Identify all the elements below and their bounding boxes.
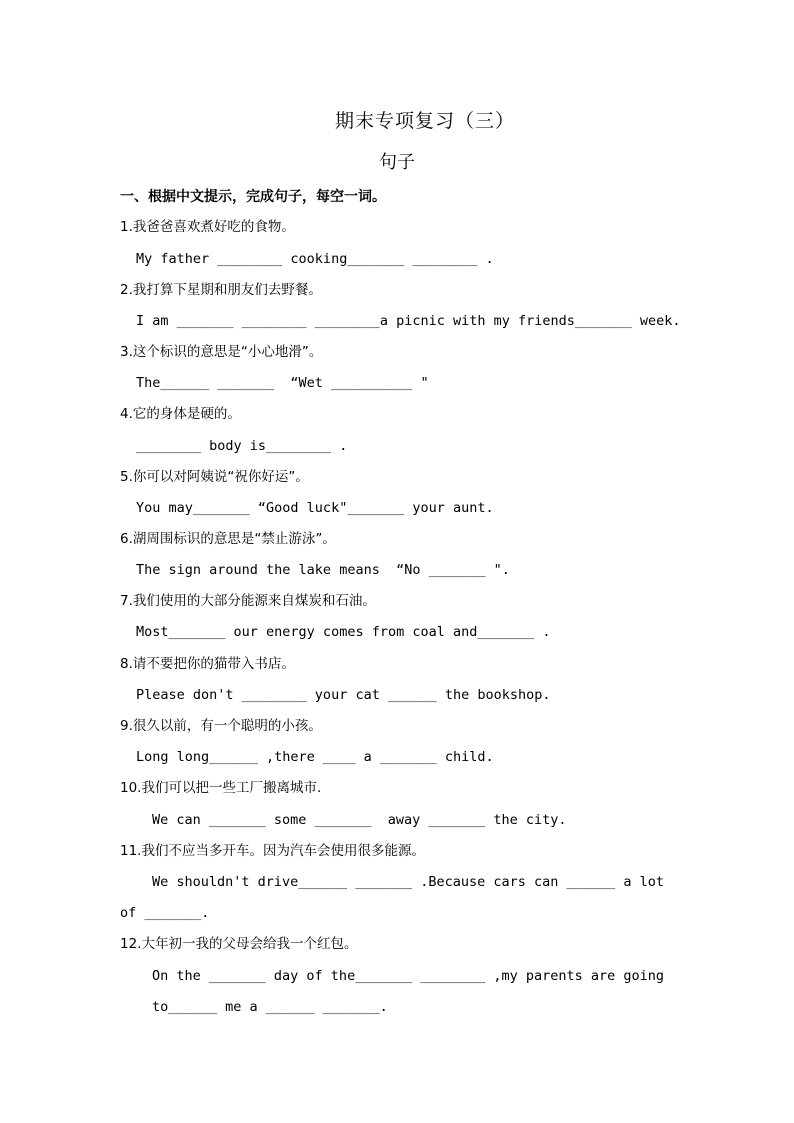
question-5-chinese: 5.你可以对阿姨说“祝你好运”。 [120,469,309,485]
question-6-chinese: 6.湖周围标识的意思是“禁止游泳”。 [120,531,336,547]
question-12-chinese: 12.大年初一我的父母会给我一个红包。 [120,936,358,952]
question-11-english-continued: of _______. [120,905,210,921]
question-3-english: The______ _______ “Wet __________ " [136,375,429,391]
question-10-chinese: 10.我们可以把一些工厂搬离城市. [120,780,322,796]
section-heading: 一、根据中文提示，完成句子，每空一词。 [120,189,386,205]
question-10-english: We can _______ some _______ away _______ the city. [152,812,567,828]
question-2-english: I am _______ ________ ________a picnic with my friends_______ week. [136,313,681,329]
question-12-english-continued: to______ me a ______ _______. [152,999,388,1015]
page-subtitle: 句子 [379,152,415,173]
question-1-chinese: 1.我爸爸喜欢煮好吃的食物。 [120,219,295,235]
question-9-english: Long long______ ,there ____ a _______ child. [136,749,494,765]
question-8-chinese: 8.请不要把你的猫带入书店。 [120,656,295,672]
question-11-english: We shouldn't drive______ _______ .Because cars can ______ a lot [152,874,665,890]
question-6-english: The sign around the lake means “No _______ ". [136,562,510,578]
question-7-chinese: 7.我们使用的大部分能源来自煤炭和石油。 [120,593,376,609]
question-5-english: You may_______ “Good luck"_______ your aunt. [136,500,494,516]
question-1-english: My father ________ cooking_______ ________ . [136,251,494,267]
question-8-english: Please don't ________ your cat ______ the bookshop. [136,687,551,703]
question-2-chinese: 2.我打算下星期和朋友们去野餐。 [120,282,322,298]
question-11-chinese: 11.我们不应当多开车。因为汽车会使用很多能源。 [120,843,425,859]
question-3-chinese: 3.这个标识的意思是“小心地滑”。 [120,344,323,360]
question-7-english: Most_______ our energy comes from coal and_______ . [136,624,551,640]
question-4-chinese: 4.它的身体是硬的。 [120,406,241,422]
page-title: 期末专项复习（三） [334,110,515,132]
question-9-chinese: 9.很久以前，有一个聪明的小孩。 [120,718,322,734]
question-4-english: ________ body is________ . [136,438,348,454]
question-12-english: On the _______ day of the_______ ________ ,my parents are going [152,968,665,984]
